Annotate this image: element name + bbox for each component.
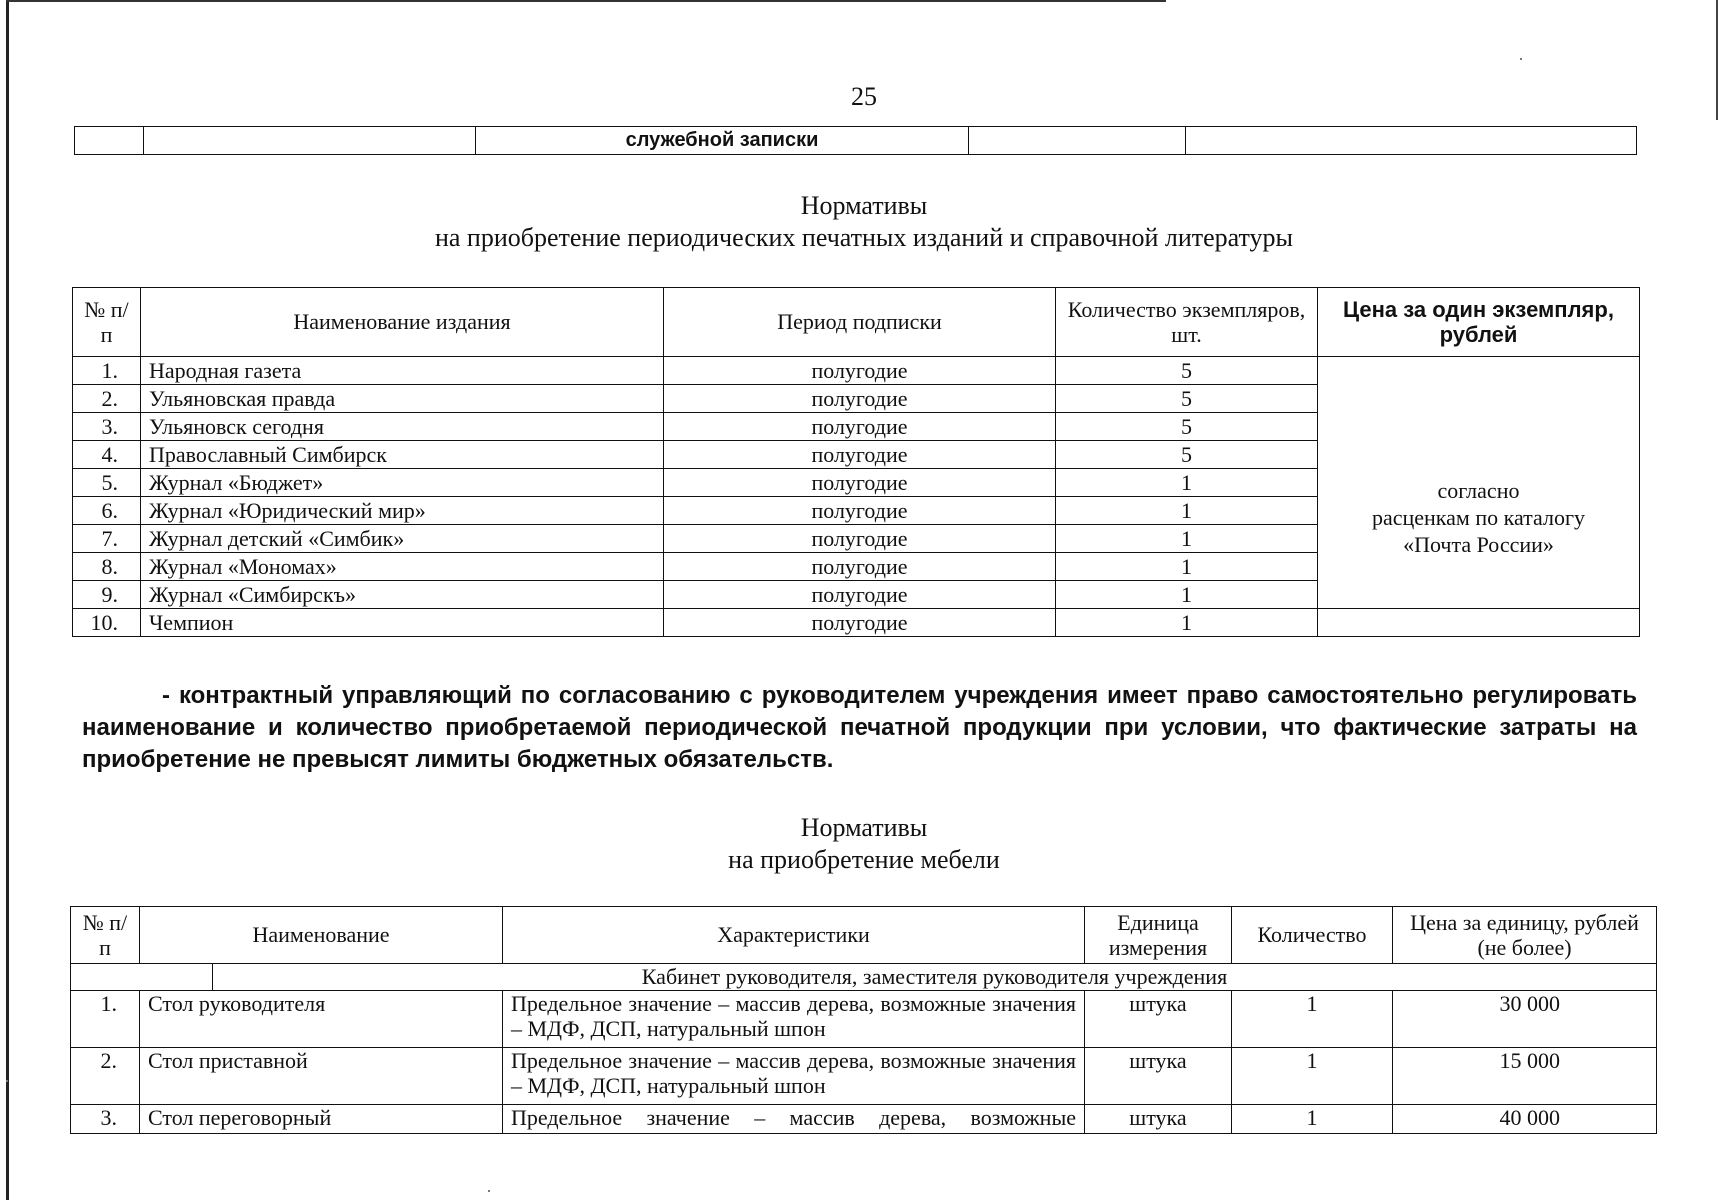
price-note-line3: «Почта России» [1403,532,1554,557]
row-qty: 1 [1232,1048,1393,1105]
header-unit: Единица измерения [1085,907,1232,964]
row-period: полугодие [664,357,1056,385]
price-note-line2: расценкам по каталогу [1371,505,1586,530]
header-num: № п/п [71,907,140,964]
row-num: 8. [73,553,141,581]
row-name: Стол приставной [140,1048,503,1105]
row-chars: Предельное значение – массив дерева, возможные значения – МДФ, ДСП, натуральный шпон [503,991,1085,1048]
header-num: № п/п [73,288,141,357]
header-period: Период подписки [664,288,1056,357]
previous-table-fragment [74,126,1637,155]
row-name: Чемпион [141,609,664,637]
table-row [71,991,1657,1048]
row-price-empty [1318,609,1640,637]
row-qty: 1 [1056,497,1318,525]
row-qty: 5 [1056,441,1318,469]
furniture-title-line2: на приобретение мебели [728,845,1000,874]
contract-manager-paragraph: - контрактный управляющий по согласованию с руководителем учреждения имеет право самостоятельно регулировать наименование и количество приобретаемой периодической печатной продукции при условии, что фактические затраты на приобретение не превысят лимиты бюджетных обязательств. [82,682,1637,773]
row-period: полугодие [664,609,1056,637]
row-name: Православный Симбирск [141,441,664,469]
scan-edge-top [6,0,1166,2]
table-row [73,357,1640,385]
header-price: Цена за единицу, рублей (не более) [1393,907,1657,964]
row-num: 9. [73,581,141,609]
header-qty: Количество экземпляров, шт. [1056,288,1318,357]
scan-edge-left [6,0,9,1200]
row-chars: Предельное значение – массив дерева, возможные значения – МДФ, ДСП, натуральный шпон [503,1048,1085,1105]
row-period: полугодие [664,469,1056,497]
row-period: полугодие [664,553,1056,581]
periodicals-title-line1: Нормативы [800,191,928,220]
table-cell [75,127,144,155]
row-qty: 1 [1056,581,1318,609]
row-period: полугодие [664,581,1056,609]
table-row [71,1048,1657,1105]
header-name: Наименование издания [141,288,664,357]
row-name: Ульяновск сегодня [141,413,664,441]
row-num: 6. [73,497,141,525]
row-unit: штука [1085,1105,1232,1134]
table-cell: служебной записки [476,127,969,155]
row-qty: 1 [1056,553,1318,581]
row-num: 4. [73,441,141,469]
row-num: 1. [73,357,141,385]
table-cell [969,127,1186,155]
row-price: 40 000 [1393,1105,1657,1134]
scan-speck [1520,58,1522,60]
section-empty-cell [71,964,213,991]
header-price: Цена за один экземпляр, рублей [1318,288,1640,357]
row-qty: 1 [1056,609,1318,637]
row-name: Журнал «Мономах» [141,553,664,581]
scan-speck [488,1190,490,1192]
scan-speck [6,1080,8,1082]
row-qty: 5 [1056,385,1318,413]
row-name: Ульяновская правда [141,385,664,413]
row-period: полугодие [664,413,1056,441]
row-qty: 1 [1232,1105,1393,1134]
price-note [1318,357,1640,609]
section-title: Кабинет руководителя, заместителя руководителя учреждения [213,964,1657,991]
row-chars: Предельное значение – массив дерева, возможные [503,1105,1085,1134]
row-unit: штука [1085,991,1232,1048]
row-num: 10. [73,609,141,637]
table-cell [144,127,476,155]
row-period: полугодие [664,385,1056,413]
table-header-row [73,288,1640,357]
row-qty: 5 [1056,413,1318,441]
page-number: 25 [851,82,877,111]
row-num: 2. [71,1048,140,1105]
row-num: 3. [73,413,141,441]
periodicals-title-line2: на приобретение периодических печатных изданий и справочной литературы [434,223,1294,252]
row-period: полугодие [664,525,1056,553]
table-header-row [71,907,1657,964]
header-qty: Количество [1232,907,1393,964]
row-period: полугодие [664,441,1056,469]
row-name: Журнал «Юридический мир» [141,497,664,525]
row-name: Журнал «Симбирскъ» [141,581,664,609]
table-row [71,1105,1657,1134]
row-qty: 5 [1056,357,1318,385]
furniture-title-line1: Нормативы [800,813,928,842]
table-row [75,127,1637,155]
row-num: 7. [73,525,141,553]
furniture-table [70,906,1657,1134]
row-qty: 1 [1056,469,1318,497]
row-name: Стол руководителя [140,991,503,1048]
row-price: 30 000 [1393,991,1657,1048]
price-note-line1: согласно [1437,478,1520,503]
table-row [73,609,1640,637]
row-name: Журнал детский «Симбик» [141,525,664,553]
row-num: 2. [73,385,141,413]
row-num: 1. [71,991,140,1048]
periodicals-title [0,190,1728,254]
row-num: 5. [73,469,141,497]
row-num: 3. [71,1105,140,1134]
row-qty: 1 [1056,525,1318,553]
header-chars: Характеристики [503,907,1085,964]
row-unit: штука [1085,1048,1232,1105]
row-qty: 1 [1232,991,1393,1048]
row-price: 15 000 [1393,1048,1657,1105]
row-period: полугодие [664,497,1056,525]
row-name: Народная газета [141,357,664,385]
row-name: Стол переговорный [140,1105,503,1134]
furniture-title [0,812,1728,876]
periodicals-table [72,287,1640,637]
section-row [71,964,1657,991]
row-name: Журнал «Бюджет» [141,469,664,497]
table-cell [1186,127,1637,155]
header-name: Наименование [140,907,503,964]
